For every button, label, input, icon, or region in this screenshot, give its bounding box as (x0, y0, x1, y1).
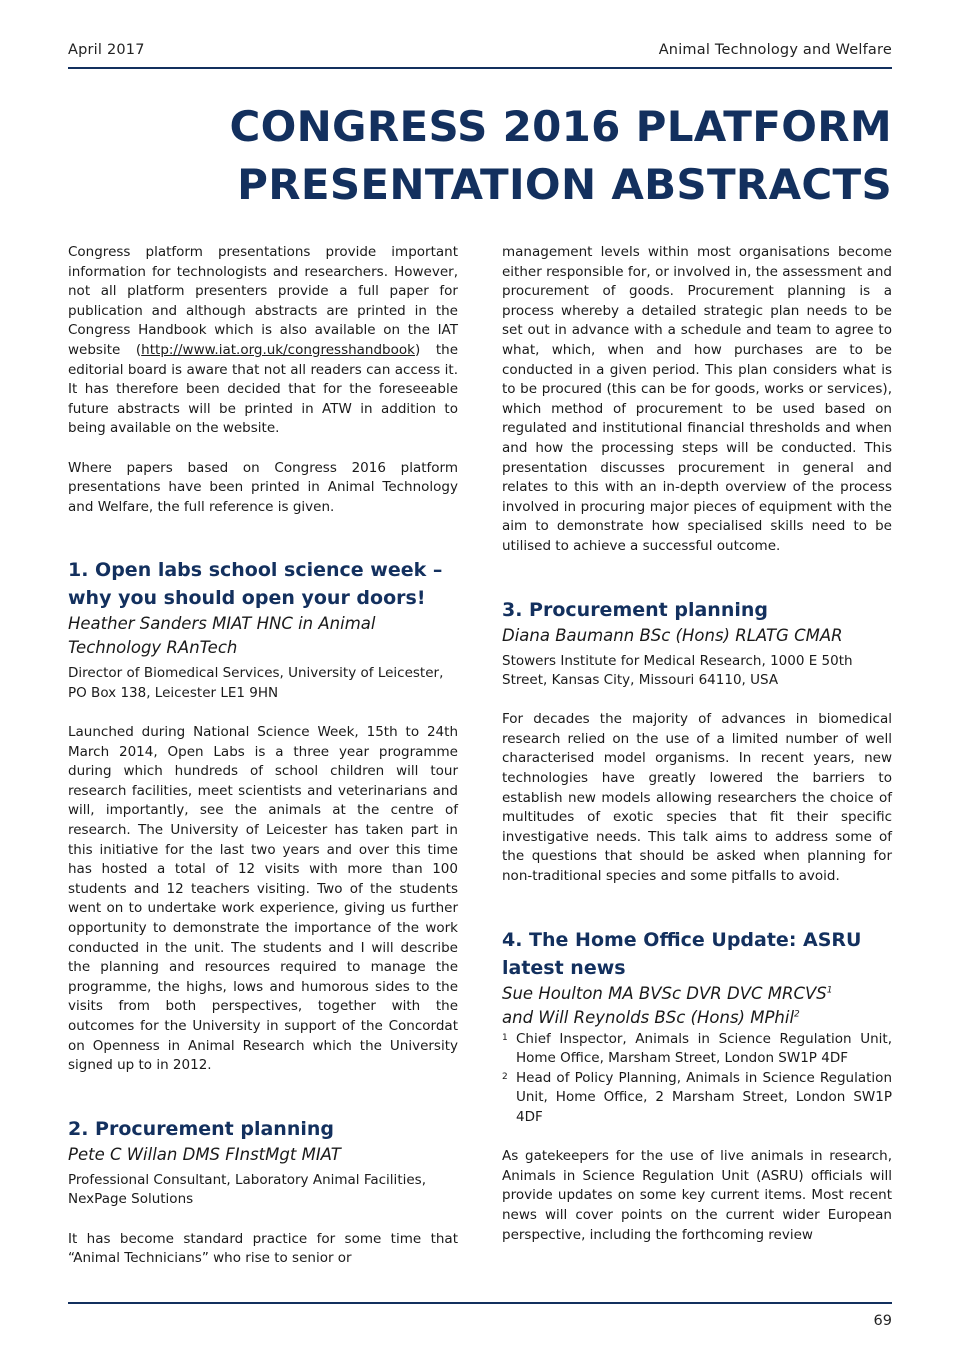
abstract-3-authors: Diana Baumann BSc (Hons) RLATG CMAR (502, 625, 843, 645)
abstract-1-body: Launched during National Science Week, 15th to 24th March 2014, Open Labs is a three year programme during which hundreds of school children will tour research facilities, meet scientists and veterinarians and will, importantly, see the animals at the centre of research. The University of Leicester has taken part in this initiative for the last two years and over this time has hosted a total of 12 visits with more than 100 students and 12 teachers visiting. Two of the students went on to undertake work experience, giving us further opportunity to demonstrate the importance of the work conducted in the unit. The students and I will describe the planning and resources required to manage the programme, the highs, lows and humorous sides to the visits from both perspectives, together with the outcomes for the University in support of the Concordat on Openness in Animal Research which the University signed up to in 2012. (68, 724, 458, 1074)
abstract-3-affiliation: Stowers Institute for Medical Research, 1000 E 50th Street, Kansas City, Missouri 64110, USA (502, 652, 853, 689)
intro-paragraph-2: Where papers based on Congress 2016 platform presentations have been printed in Animal Technology and Welfare, the full reference is given. (68, 459, 458, 515)
affiliation-footnote-1 (502, 1030, 892, 1069)
author-1-footnote-mark: 1 (826, 985, 833, 996)
author-2-name: and Will Reynolds BSc (Hons) MPhil (502, 1007, 795, 1027)
right-column (502, 243, 892, 1245)
abstract-4-author-2 (502, 1006, 892, 1030)
footer-rule (68, 1302, 892, 1304)
affiliation-footnote-2 (502, 1069, 892, 1128)
page-number: 69 (873, 1313, 892, 1329)
header-rule (68, 67, 892, 69)
left-column (68, 243, 458, 1269)
author-2-footnote-mark: 2 (794, 1009, 800, 1020)
page-title: CONGRESS 2016 PLATFORM PRESENTATION ABSTRACTS (229, 102, 892, 209)
author-1-name: Sue Houlton MA BVSc DVR DVC MRCVS (502, 983, 827, 1003)
abstract-2-body-continued: management levels within most organisations become either responsible for, or involved in, the assessment and procurement of goods. Procurement planning is a process whereby a detailed strategic plan needs to be set out in advance with a schedule and team to agree to what, which, when and how purchases are to be conducted in a given period. This plan considers what is to be procured (this can be for goods, works or services), which method of procurement to be used based on regulated and institutional financial thresholds and when and how the processing steps will be conducted. This presentation discusses procurement in general and relates to this with an in-depth overview of the process involved in procuring major pieces of equipment with the aim to demonstrate how specialised skills need to be utilised to achieve a successful outcome. (502, 244, 892, 554)
issue-date: April 2017 (68, 42, 145, 58)
abstract-3-heading: 3. Procurement planning (502, 598, 768, 621)
abstract-1-affiliation: Director of Biomedical Services, University of Leicester, PO Box 138, Leicester LE1 9HN (68, 665, 444, 701)
abstract-4-body: As gatekeepers for the use of live animals in research, Animals in Science Regulation Unit (ASRU) officials will provide updates on some key current items. Most recent news will cover points on the current wider European perspective, including the forthcoming review (502, 1148, 892, 1243)
congress-handbook-link[interactable]: http://www.iat.org.uk/congresshandbook (141, 341, 415, 358)
intro-paragraph-1 (68, 243, 458, 439)
abstract-1-authors: Heather Sanders MIAT HNC in Animal Technology RAnTech (68, 614, 376, 658)
abstract-2-body-start: It has become standard practice for some time that “Animal Technicians” who rise to senior or (68, 1230, 458, 1267)
intro-text-a: Congress platform presentations provide important information for technologists and researchers. However, not all platform presenters provide a full paper for publication and although abstracts are printed in the Congress Handbook which is also available on the IAT website ( (68, 244, 458, 358)
abstract-4-author-1 (502, 982, 892, 1006)
abstract-2-affiliation: Professional Consultant, Laboratory Animal Facilities, NexPage Solutions (68, 1171, 426, 1208)
abstract-2-heading: 2. Procurement planning (68, 1117, 334, 1140)
footnote-2-mark: 2 (502, 1071, 508, 1082)
journal-name: Animal Technology and Welfare (658, 42, 892, 58)
abstract-1-heading: 1. Open labs school science week – why you should open your doors! (68, 559, 443, 610)
footnote-1-mark: 1 (502, 1032, 508, 1043)
abstract-3-body: For decades the majority of advances in biomedical research relied on the use of a limited number of well characterised model organisms. In recent years, new technologies have greatly lowered the barriers to establish new models allowing researchers the choice of multitudes of exotic species that fit their specific investigative needs. This talk aims to address some of the questions that should be asked when planning for non-traditional species and some pitfalls to avoid. (502, 711, 892, 885)
footnote-2-text: Head of Policy Planning, Animals in Science Regulation Unit, Home Office, 2 Marsham Street, London SW1P 4DF (516, 1069, 892, 1125)
footnote-1-text: Chief Inspector, Animals in Science Regulation Unit, Home Office, Marsham Street, London SW1P 4DF (516, 1030, 892, 1067)
abstract-2-authors: Pete C Willan DMS FInstMgt MIAT (68, 1144, 341, 1164)
abstract-4-heading: 4. The Home Office Update: ASRU latest news (502, 928, 862, 979)
intro-text-b: ) the editorial board is aware that not all readers can access it. It has therefore been decided that for the foreseeable future abstracts will be printed in ATW in addition to being available on the website. (68, 341, 458, 437)
running-header (68, 42, 892, 58)
